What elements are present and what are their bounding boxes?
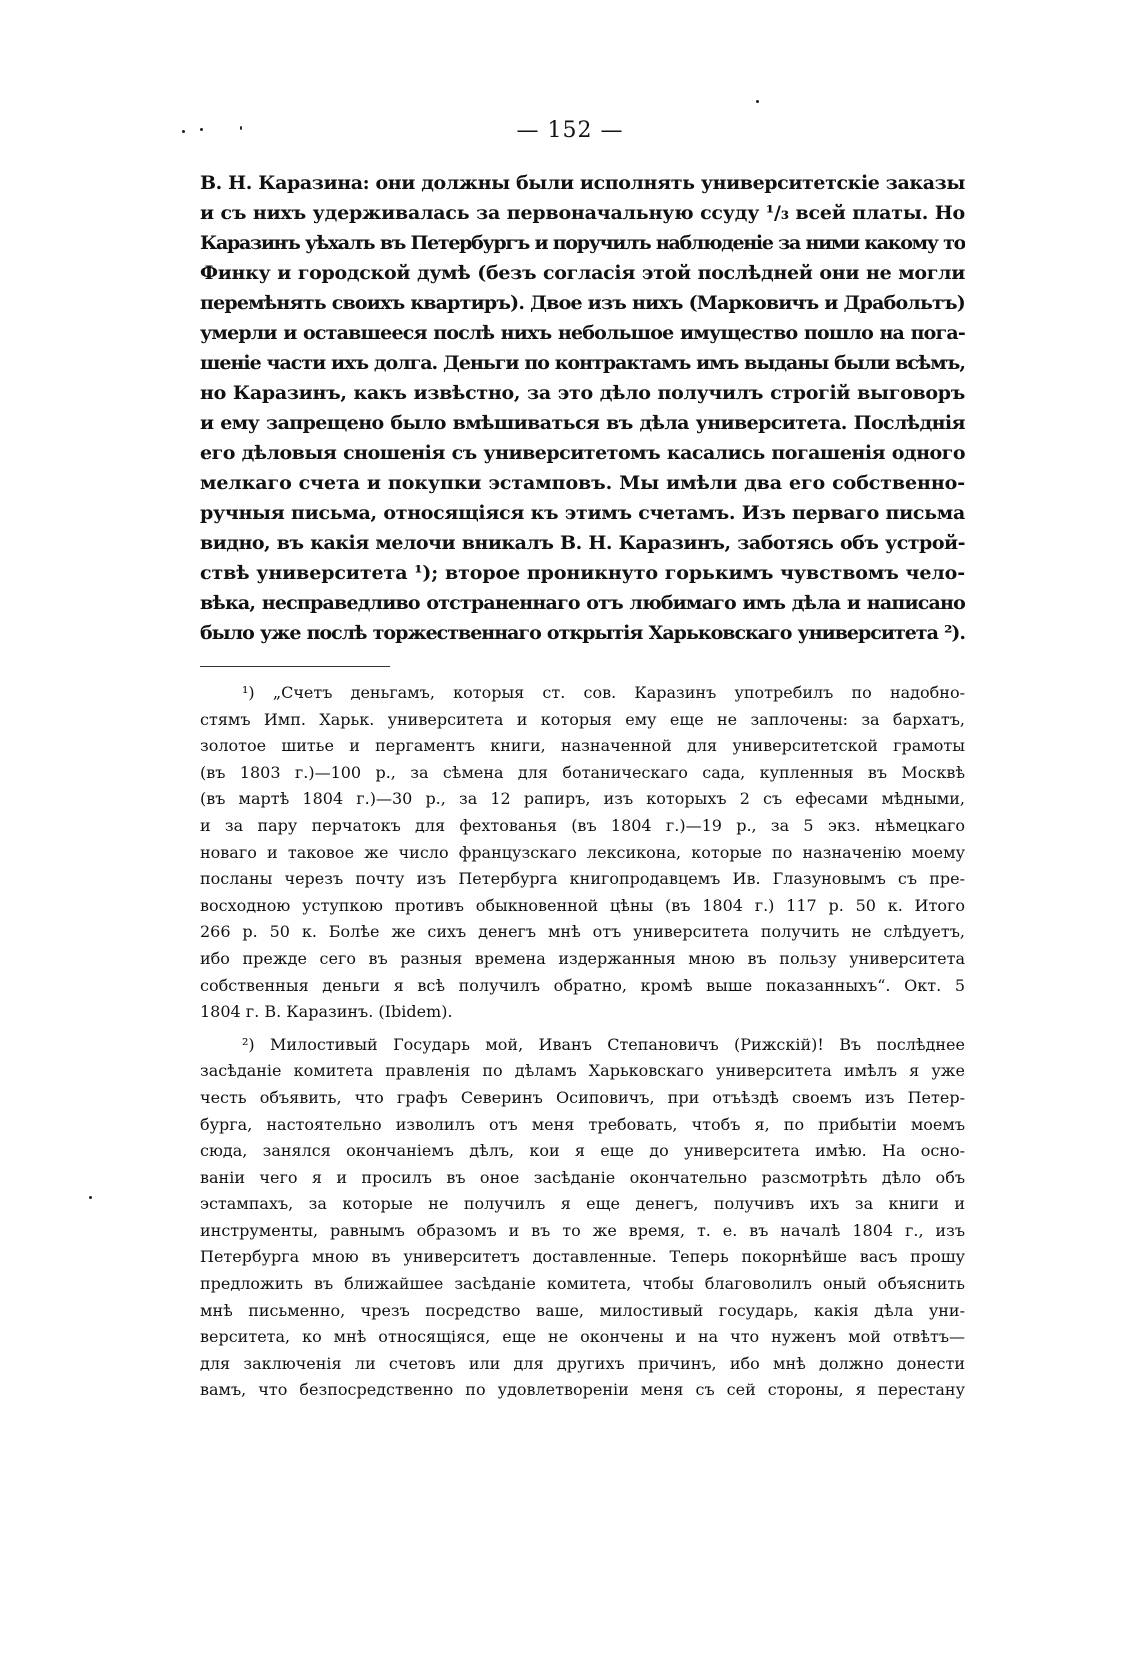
text-line: В. Н. Каразина: они должны были исполнять университетскіе заказы [200, 172, 965, 194]
text-line: ствѣ университета ¹); второе проникнуто горькимъ чувствомъ чело- [200, 562, 965, 584]
footnote-line: 1804 г. В. Каразинъ. (Ibidem). [200, 1002, 453, 1022]
footnote-line: вамъ, что безпосредственно по удовлетвореніи меня съ сей стороны, я перестану [200, 1380, 965, 1400]
text-line: Финку и городской думѣ (безъ согласія этой послѣдней они не могли [200, 262, 965, 284]
footnote-line: верситета, ко мнѣ относящіяся, еще не окончены и на что нуженъ мой отвѣтъ— [200, 1327, 965, 1347]
text-line: перемѣнять своихъ квартиръ). Двое изъ нихъ (Марковичъ и Драбольтъ) [200, 292, 965, 314]
footnote-line: собственныя деньги я всѣ получилъ обратно, кромѣ выше показанныхъ“. Окт. 5 [200, 975, 965, 995]
text-line: шеніе части ихъ долга. Деньги по контрактамъ имъ выданы были всѣмъ, [200, 352, 965, 374]
footnote-line: (въ 1803 г.)—100 р., за сѣмена для ботаническаго сада, купленныя въ Москвѣ [200, 762, 965, 782]
footnote-line: ¹) „Счетъ деньгамъ, которыя ст. сов. Каразинъ употребилъ по надобно- [242, 683, 965, 702]
footnote-separator [200, 666, 390, 667]
footnote-line: (въ мартѣ 1804 г.)—30 р., за 12 рапиръ, изъ которыхъ 2 съ ефесами мѣдными, [200, 789, 965, 809]
footnote-line: эстампахъ, за которые не получилъ я еще денегъ, получивъ ихъ за книги и [200, 1194, 965, 1214]
footnote-line: засѣданіе комитета правленія по дѣламъ Харьковскаго университета имѣлъ я уже [200, 1061, 965, 1081]
footnote-line: восходною уступкою противъ обыкновенной цѣны (въ 1804 г.) 117 р. 50 к. Итого [200, 895, 965, 915]
footnote-line: инструменты, равнымъ образомъ и въ то же время, т. е. въ началѣ 1804 г., изъ [200, 1220, 965, 1240]
footnote-line: ²) Милостивый Государь мой, Иванъ Степановичъ (Рижскій)! Въ послѣднее [242, 1034, 965, 1054]
text-line: было уже послѣ торжественнаго открытія Харьковскаго университета ²). [200, 622, 965, 644]
footnote-line: Петербурга мною въ университетъ доставленные. Теперь покорнѣйше васъ прошу [200, 1247, 965, 1267]
print-speck [756, 100, 759, 103]
text-line: мелкаго счета и покупки эстамповъ. Мы имѣли два его собственно- [200, 472, 965, 494]
footnotes-block [200, 680, 965, 1404]
text-line: умерли и оставшееся послѣ нихъ небольшое имущество пошло на пога- [200, 322, 965, 344]
footnote-line: новаго и таковое же число французскаго лексикона, которые по назначенію моему [200, 842, 965, 862]
footnote-2 [200, 1032, 965, 1404]
text-line: ручныя письма, относящіяся къ этимъ счетамъ. Изъ перваго письма [200, 502, 965, 524]
footnote-line: стямъ Имп. Харьк. университета и которыя ему еще не заплочены: за бархатъ, [200, 709, 965, 729]
main-text-block [200, 168, 965, 648]
text-line: но Каразинъ, какъ извѣстно, за это дѣло получилъ строгій выговоръ [200, 382, 965, 404]
text-line: и съ нихъ удерживалась за первоначальную ссуду ¹/₃ всей платы. Но [200, 202, 965, 224]
footnote-line: сюда, занялся окончаніемъ дѣлъ, кои я еще до университета имѣю. На осно- [200, 1141, 965, 1161]
footnote-line: ибо прежде сего въ разныя времена издержанныя мною въ пользу университета [200, 948, 965, 968]
footnote-line: честь объявить, что графъ Северинъ Осиповичъ, при отъѣздѣ своемъ изъ Петер- [200, 1087, 965, 1107]
text-line: Каразинъ уѣхалъ въ Петербургъ и поручилъ наблюденіе за ними какому то [200, 232, 965, 254]
footnote-line: предложить въ ближайшее засѣданіе комитета, чтобы благоволилъ оный объяснить [200, 1274, 965, 1294]
footnote-line: бурга, настоятельно изволилъ отъ меня требовать, чтобъ я, по прибытіи моемъ [200, 1114, 965, 1134]
page-number: — 152 — [516, 118, 624, 143]
footnote-line: золотое шитье и пергаментъ книги, назначенной для университетской грамоты [200, 736, 965, 756]
print-speck [89, 1196, 92, 1199]
text-line: видно, въ какія мелочи вникалъ В. Н. Каразинъ, заботясь объ устрой- [200, 532, 965, 554]
footnote-line: ваніи чего я и просилъ въ оное засѣданіе окончательно разсмотрѣть дѣло объ [200, 1167, 965, 1187]
text-line: вѣка, несправедливо отстраненнаго отъ любимаго имъ дѣла и написано [200, 592, 965, 614]
footnote-line: посланы черезъ почту изъ Петербурга книгопродавцемъ Ив. Глазуновымъ съ пре- [200, 869, 965, 889]
footnote-line: для заключенія ли счетовъ или для другихъ причинъ, ибо мнѣ должно донести [200, 1353, 965, 1373]
footnote-line: 266 р. 50 к. Болѣе же сихъ денегъ мнѣ отъ университета получить не слѣдуетъ, [200, 922, 965, 942]
footnote-line: мнѣ письменно, чрезъ посредство ваше, милостивый государь, какія дѣла уни- [200, 1300, 965, 1320]
footnote-1 [200, 680, 965, 1026]
text-line: и ему запрещено было вмѣшиваться въ дѣла университета. Послѣднія [200, 412, 965, 434]
footnote-line: и за пару перчатокъ для фехтованья (въ 1804 г.)—19 р., за 5 экз. нѣмецкаго [200, 815, 965, 835]
text-line: его дѣловыя сношенія съ университетомъ касались погашенія одного [200, 442, 965, 464]
